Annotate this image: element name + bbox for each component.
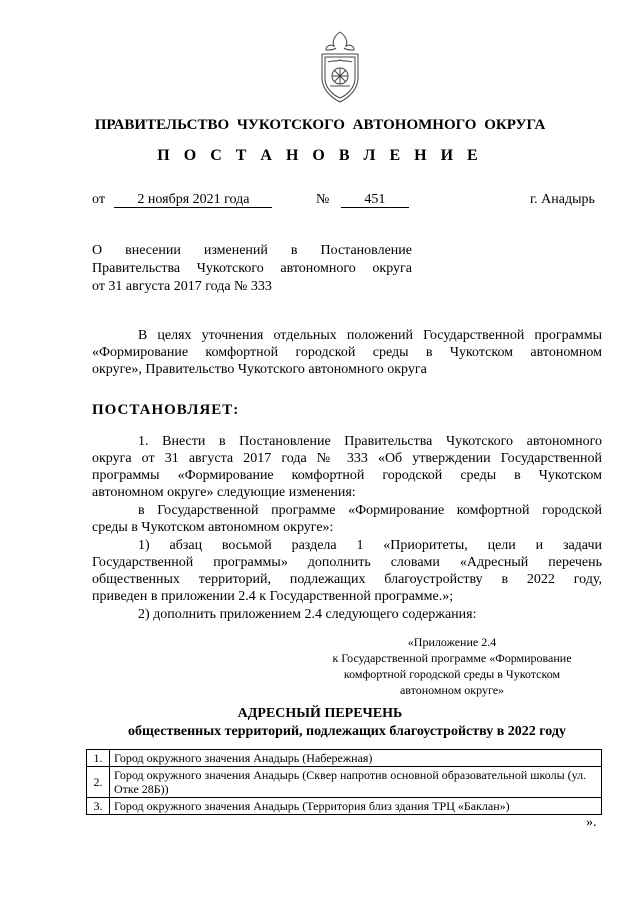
item-1 — [92, 433, 602, 501]
number-label: № — [316, 192, 330, 207]
table-row — [87, 798, 602, 815]
from-label: от — [92, 192, 105, 207]
number-value: 451 — [341, 192, 409, 208]
sub-item-line: Государственной программы» дополнить словами «Адресный перечень — [92, 555, 602, 570]
paragraph-line: в Государственной программе «Формирование комфортной городской — [138, 503, 602, 518]
preamble — [92, 327, 602, 378]
appendix-line: комфортной городской среды в Чукотском — [343, 667, 561, 681]
document-type: П О С Т А Н О В Л Е Н И Е — [157, 147, 483, 164]
date-block — [92, 192, 272, 208]
resolves-heading: ПОСТАНОВЛЯЕТ: — [92, 402, 240, 418]
preamble-line: округе», Правительство Чукотского автономного округа — [92, 362, 427, 377]
appendix-line: «Приложение 2.4 — [407, 635, 497, 649]
coat-of-arms-emblem — [300, 28, 380, 108]
item-line: округа от 31 августа 2017 года № 333 «Об утверждении Государственной — [92, 451, 602, 466]
sub-item-1 — [92, 537, 602, 605]
date-value: 2 ноября 2021 года — [114, 192, 272, 208]
appendix-line: к Государственной программе «Формирование — [332, 651, 572, 665]
closing-quote: ». — [586, 815, 597, 830]
sub-item-line: 1) абзац восьмой раздела 1 «Приоритеты, цели и задачи — [138, 538, 602, 553]
city: г. Анадырь — [530, 192, 595, 207]
number-block — [316, 192, 409, 208]
shield-icon — [300, 28, 380, 108]
decree-subject — [92, 242, 412, 296]
list-title: АДРЕСНЫЙ ПЕРЕЧЕНЬ — [237, 706, 403, 721]
territories-table — [86, 749, 602, 815]
government-name: ПРАВИТЕЛЬСТВО ЧУКОТСКОГО АВТОНОМНОГО ОКРУГА — [94, 117, 546, 133]
row-number: 2. — [87, 767, 110, 798]
item-line: автономном округе» следующие изменения: — [92, 485, 356, 500]
sub-item-line: общественных территорий, подлежащих благоустройству в 2022 году, — [92, 572, 602, 587]
row-text: Город окружного значения Анадырь (Набережная) — [110, 750, 602, 767]
subject-line: О внесении изменений в Постановление — [92, 243, 412, 258]
preamble-line: «Формирование комфортной городской среды в Чукотском автономном — [92, 345, 602, 360]
in-program-paragraph — [92, 502, 602, 536]
table-row — [87, 767, 602, 798]
row-text: Город окружного значения Анадырь (Сквер напротив основной образовательной школы (ул. Отке 28Б)) — [110, 767, 602, 798]
list-subtitle: общественных территорий, подлежащих благоустройству в 2022 году — [128, 724, 566, 739]
row-number: 3. — [87, 798, 110, 815]
row-text: Город окружного значения Анадырь (Территория близ здания ТРЦ «Баклан») — [110, 798, 602, 815]
table-row — [87, 750, 602, 767]
appendix-reference — [312, 634, 592, 698]
paragraph-line: среды в Чукотском автономном округе»: — [92, 520, 334, 535]
item-line: 1. Внести в Постановление Правительства Чукотского автономного — [138, 434, 602, 449]
sub-item-2: 2) дополнить приложением 2.4 следующего содержания: — [138, 607, 477, 622]
row-number: 1. — [87, 750, 110, 767]
item-line: программы «Формирование комфортной городской среды в Чукотском — [92, 468, 602, 483]
preamble-line: В целях уточнения отдельных положений Государственной программы — [138, 328, 602, 343]
appendix-line: автономном округе» — [399, 683, 505, 697]
sub-item-line: приведен в приложении 2.4 к Государственной программе.»; — [92, 589, 454, 604]
subject-line: от 31 августа 2017 года № 333 — [92, 279, 272, 294]
subject-line: Правительства Чукотского автономного округа — [92, 261, 412, 276]
